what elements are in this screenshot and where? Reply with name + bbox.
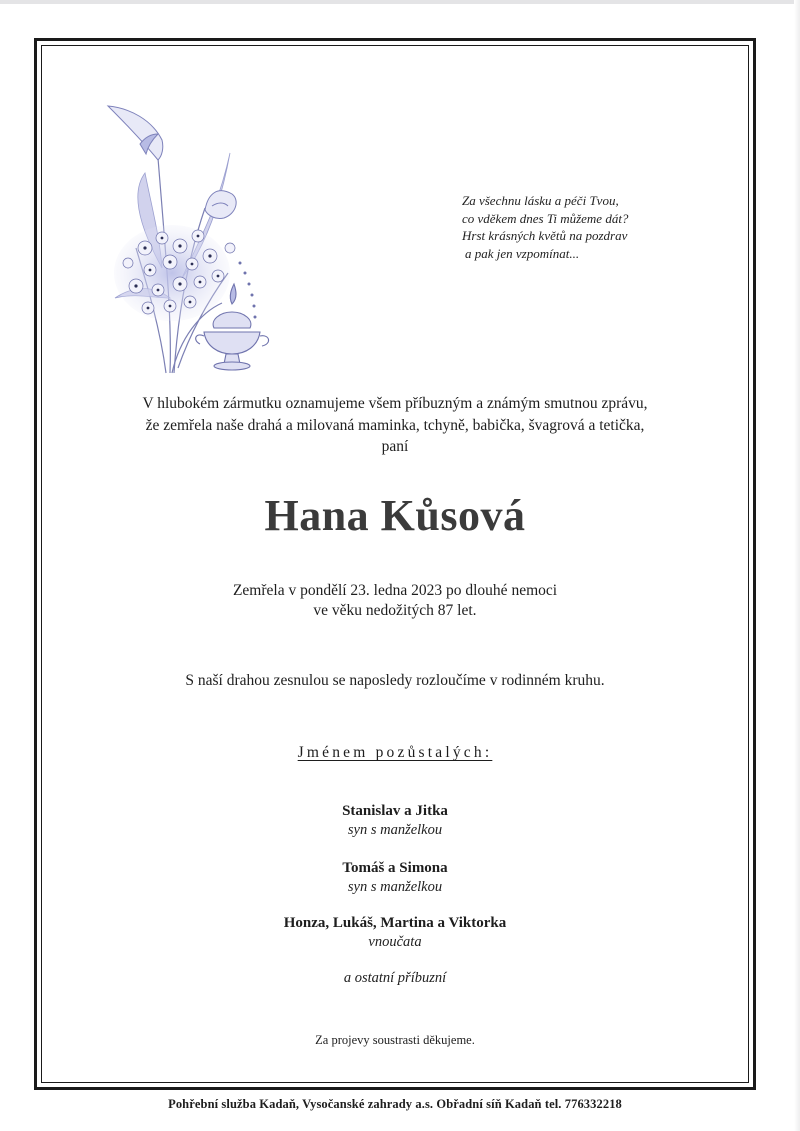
other-relatives: a ostatní příbuzní: [343, 970, 447, 986]
mourner-name: Tomáš a Simona: [342, 860, 448, 876]
deceased-name: Hana Kůsová: [264, 491, 526, 540]
announcement-line: paní: [381, 438, 409, 455]
mourner-name: Honza, Lukáš, Martina a Viktorka: [283, 915, 507, 931]
on-behalf-label: Jménem pozůstalých:: [297, 744, 493, 761]
scan-edge-right: [794, 0, 800, 1131]
death-info-line: ve věku nedožitých 87 let.: [313, 602, 477, 619]
poem-line: Za všechnu lásku a péči Tvou,: [462, 193, 619, 208]
poem-line: a pak jen vzpomínat...: [465, 245, 580, 261]
condolence-thanks: Za projevy soustrasti děkujeme.: [315, 1033, 475, 1047]
poem-line: co vděkem dnes Ti můžeme dát?: [462, 210, 629, 226]
scan-edge-top: [0, 0, 800, 4]
mourner-relation: vnoučata: [368, 934, 422, 950]
floral-urn-illustration-icon: [100, 98, 275, 380]
funeral-service-footer: Pohřební služba Kadaň, Vysočanské zahrady a.s. Obřadní síň Kadaň tel. 776332218: [168, 1097, 622, 1111]
mourner-group: [0, 859, 790, 897]
mourner-relation: syn s manželkou: [347, 879, 443, 895]
announcement-line: že zemřela naše drahá a milovaná maminka, tchyně, babička, švagrová a tetička,: [145, 416, 645, 434]
memorial-poem: [462, 192, 712, 262]
mourner-group: [0, 914, 790, 952]
death-info-line: Zemřela v pondělí 23. ledna 2023 po dlouhé nemoci: [232, 582, 558, 599]
announcement-line: V hlubokém zármutku oznamujeme všem příbuzným a známým smutnou zprávu,: [142, 395, 648, 412]
death-info: [0, 581, 790, 621]
announcement-text: [0, 393, 790, 458]
on-behalf-heading: [0, 744, 790, 762]
mourner-name: Stanislav a Jitka: [342, 803, 448, 819]
mourner-group: [0, 802, 790, 840]
farewell-note: S naší drahou zesnulou se naposledy rozloučíme v rodinném kruhu.: [185, 672, 605, 689]
poem-line: Hrst krásných květů na pozdrav: [462, 228, 628, 243]
mourner-relation: syn s manželkou: [347, 822, 443, 838]
